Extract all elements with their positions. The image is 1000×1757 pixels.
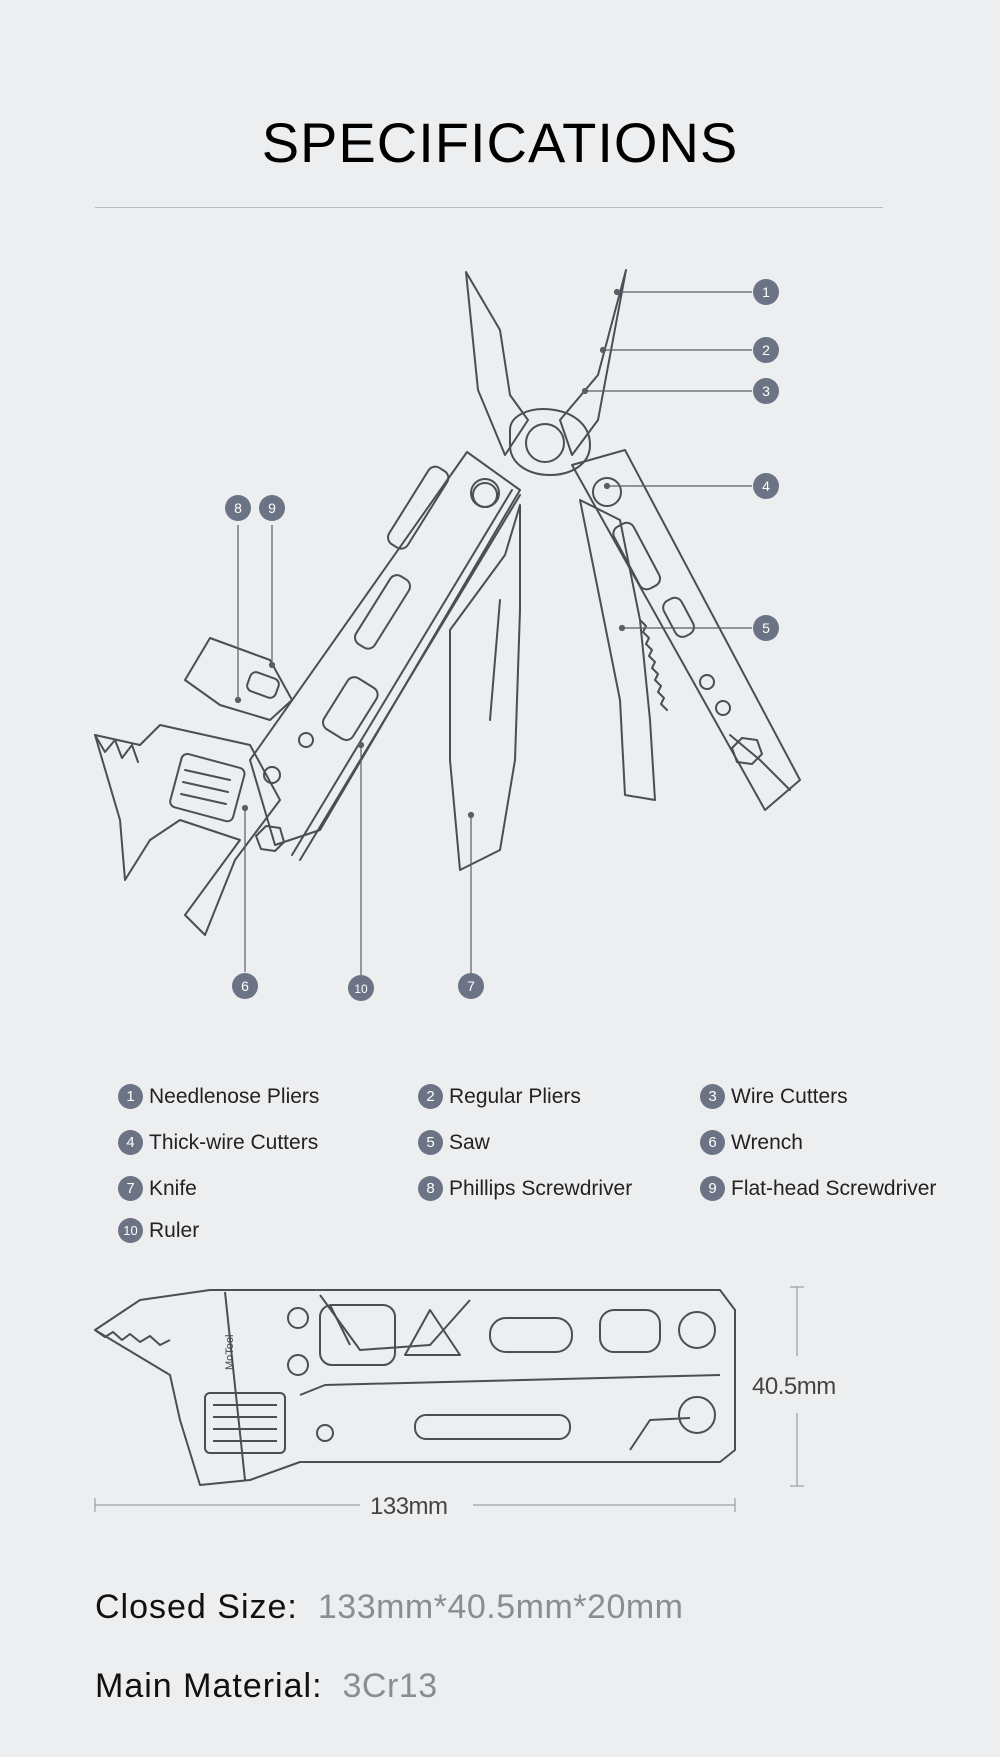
legend-badge: 3 <box>700 1084 725 1109</box>
legend-label: Regular Pliers <box>449 1084 581 1108</box>
callout-4 <box>753 473 779 499</box>
legend-badge: 9 <box>700 1176 725 1201</box>
material-label: Main Material: <box>95 1667 323 1705</box>
legend-label: Thick-wire Cutters <box>149 1130 319 1154</box>
legend-label: Ruler <box>149 1218 200 1242</box>
svg-text:6: 6 <box>241 978 249 994</box>
legend-badge: 4 <box>118 1130 143 1155</box>
legend-label: Saw <box>449 1130 490 1154</box>
legend-label: Wrench <box>731 1130 803 1154</box>
legend-item-thick-wire-cutters <box>118 1130 318 1155</box>
legend-item-flat-head-screwdriver <box>700 1176 936 1201</box>
page-title: SPECIFICATIONS <box>261 111 739 174</box>
right-screw <box>593 478 621 506</box>
callout-2 <box>753 337 779 363</box>
svg-text:7: 7 <box>467 978 475 994</box>
legend-item-phillips-screwdriver <box>418 1176 632 1201</box>
knife-blade <box>450 505 520 870</box>
callout-10 <box>348 975 374 1001</box>
closed-tool-brand-mark: MoTool <box>224 1334 236 1370</box>
legend-item-regular-pliers <box>418 1084 581 1109</box>
svg-text:10: 10 <box>354 982 368 996</box>
tool-legend <box>0 1080 1000 1260</box>
legend-item-wire-cutters <box>700 1084 848 1109</box>
legend-badge: 1 <box>118 1084 143 1109</box>
material-row <box>95 1667 438 1706</box>
left-handle-slot-2 <box>352 572 413 652</box>
svg-text:1: 1 <box>762 284 770 300</box>
legend-badge: 10 <box>118 1218 143 1243</box>
closed-handle-divider <box>300 1375 720 1395</box>
legend-item-needlenose-pliers <box>118 1084 319 1109</box>
callout-9 <box>259 495 285 521</box>
callout-1 <box>753 279 779 305</box>
legend-label: Wire Cutters <box>731 1084 848 1108</box>
closed-size-value: 133mm*40.5mm*20mm <box>317 1588 684 1626</box>
left-handle-slot-3 <box>320 674 381 743</box>
pivot-joint <box>510 409 590 475</box>
callout-5 <box>753 615 779 641</box>
pivot-hole <box>526 424 564 462</box>
legend-label: Needlenose Pliers <box>149 1084 320 1108</box>
callout-8 <box>225 495 251 521</box>
svg-text:9: 9 <box>268 500 276 516</box>
svg-text:8: 8 <box>234 500 242 516</box>
right-plier-jaw <box>560 270 626 455</box>
svg-text:2: 2 <box>762 342 770 358</box>
callout-7 <box>458 973 484 999</box>
svg-text:5: 5 <box>762 620 770 636</box>
width-dimension-label: 133mm <box>370 1493 448 1520</box>
legend-badge: 6 <box>700 1130 725 1155</box>
legend-badge: 7 <box>118 1176 143 1201</box>
callout-3 <box>753 378 779 404</box>
legend-badge: 8 <box>418 1176 443 1201</box>
legend-badge: 2 <box>418 1084 443 1109</box>
closed-size-row <box>95 1588 684 1627</box>
callout-6 <box>232 973 258 999</box>
height-dimension-label: 40.5mm <box>752 1373 836 1400</box>
closed-tool-outline <box>95 1290 735 1485</box>
closed-wrench-adjuster <box>205 1393 285 1453</box>
legend-label: Knife <box>149 1176 197 1200</box>
legend-item-saw <box>418 1130 490 1155</box>
closed-size-label: Closed Size: <box>95 1588 298 1626</box>
legend-item-knife <box>118 1176 197 1201</box>
svg-text:3: 3 <box>762 383 770 399</box>
legend-badge: 5 <box>418 1130 443 1155</box>
material-value: 3Cr13 <box>342 1667 438 1705</box>
legend-label: Phillips Screwdriver <box>449 1176 633 1200</box>
left-handle-slot-1 <box>385 464 451 552</box>
legend-item-wrench <box>700 1130 803 1155</box>
svg-text:4: 4 <box>762 478 770 494</box>
legend-label: Flat-head Screwdriver <box>731 1176 937 1200</box>
legend-item-ruler <box>118 1218 199 1243</box>
left-handle <box>250 452 520 845</box>
left-plier-jaw <box>466 272 528 455</box>
ruler-edge <box>292 490 520 860</box>
